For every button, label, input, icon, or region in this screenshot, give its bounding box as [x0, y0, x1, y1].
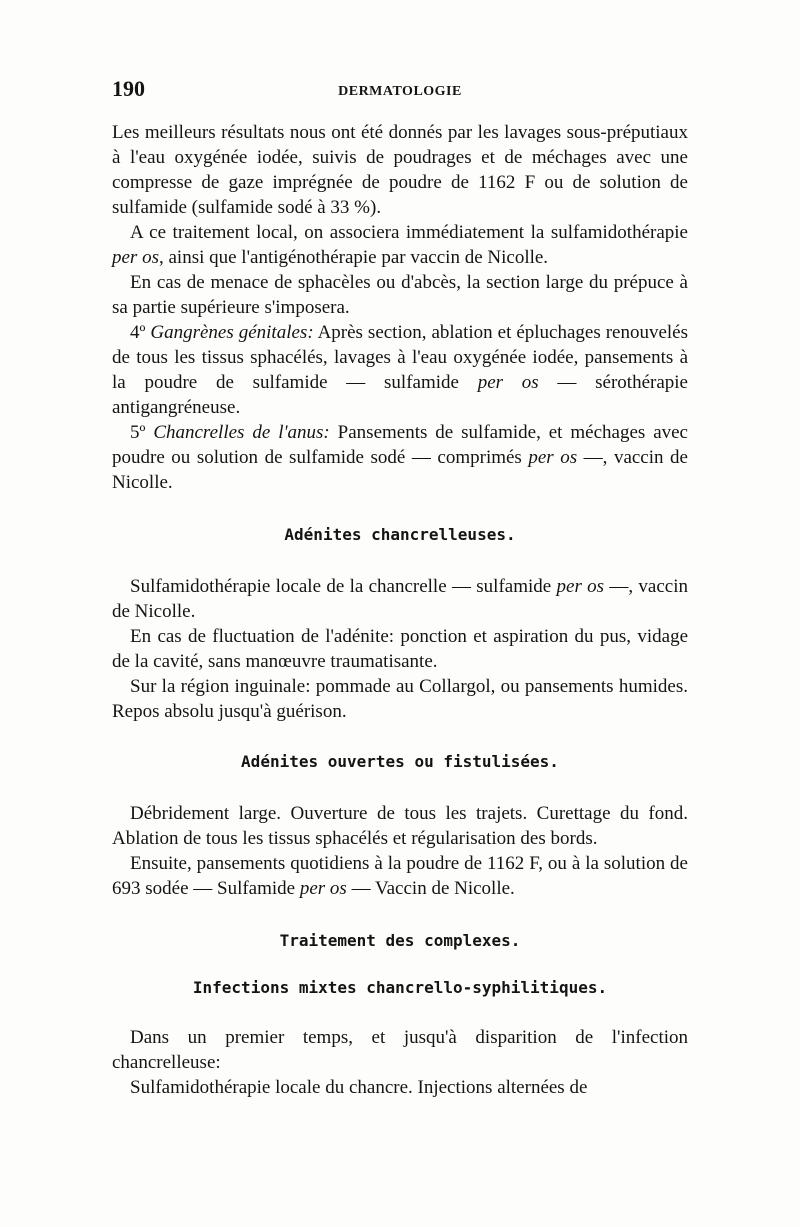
paragraph	[112, 120, 688, 220]
paragraph	[112, 574, 688, 624]
page-body	[112, 120, 688, 1100]
spacer	[112, 901, 688, 931]
text-run: — sérothérapie antigangréneuse.	[112, 372, 688, 418]
section-heading: Adénites ouvertes ou fistulisées.	[241, 752, 559, 771]
spacer	[112, 950, 688, 978]
spacer	[112, 724, 688, 752]
page-header	[112, 76, 688, 106]
text-run: Après section, ablation et épluchages renouvelés de tous les tissus sphacélés, lavages à l'eau oxygénée iodée, pansements à la poudre de sulfamide — sulfamide	[112, 322, 688, 393]
spacer	[112, 771, 688, 801]
spacer	[112, 495, 688, 525]
paragraph	[112, 320, 688, 420]
section-heading: Infections mixtes chancrello-syphilitiques.	[192, 978, 608, 997]
text-run: , ainsi que l'antigénothérapie par vaccin de Nicolle.	[158, 247, 549, 268]
text-run: Dans un premier temps, et jusqu'à disparition de l'infection chancrelleuse:	[112, 1027, 688, 1073]
paragraph	[112, 270, 688, 320]
text-run: —, vaccin de Nicolle.	[112, 447, 688, 493]
paragraph	[112, 220, 688, 270]
text-run: En cas de menace de sphacèles ou d'abcès, la section large du prépuce à sa partie supérieure s'imposera.	[112, 272, 688, 318]
text-run: En cas de fluctuation de l'adénite: ponction et aspiration du pus, vidage de la cavité, sans manœuvre traumatisante.	[112, 626, 688, 672]
paragraph	[112, 851, 688, 901]
text-run: Les meilleurs résultats nous ont été donnés par les lavages sous-préputiaux à l'eau oxygénée iodée, suivis de poudrages et de méchages avec une compresse de gaze imprégnée de poudre de 1162 F ou de solution de sulfamide (sulfamide sodé à 33 %).	[112, 122, 688, 218]
italic-text: per os	[477, 372, 539, 393]
paragraph	[112, 1025, 688, 1075]
text-run: 4º	[130, 322, 151, 343]
section-heading: Adénites chancrelleuses.	[284, 525, 516, 544]
spacer	[112, 544, 688, 574]
paragraph	[112, 674, 688, 724]
text-run: Ensuite, pansements quotidiens à la poudre de 1162 F, ou à la solution de 693 sodée — Sulfamide	[112, 853, 688, 899]
paragraph	[112, 801, 688, 851]
text-run: Sulfamidothérapie locale du chancre. Injections alternées de	[130, 1077, 588, 1098]
running-head: DERMATOLOGIE	[338, 84, 462, 99]
italic-text: Chancrelles de l'anus:	[153, 422, 330, 443]
text-run: — Vaccin de Nicolle.	[346, 878, 515, 899]
italic-text: per os	[112, 247, 159, 268]
italic-text: per os	[528, 447, 578, 468]
page-number: 190	[112, 76, 145, 101]
text-run: —, vaccin de Nicolle.	[112, 576, 689, 622]
italic-text: per os	[299, 878, 347, 899]
text-run: Sur la région inguinale: pommade au Collargol, ou pansements humides. Repos absolu jusqu'à guérison.	[112, 676, 688, 722]
text-run: A ce traitement local, on associera immédiatement la sulfamidothérapie	[130, 222, 688, 243]
section-heading: Traitement des complexes.	[279, 931, 521, 950]
text-run: Débridement large. Ouverture de tous les trajets. Curettage du fond. Ablation de tous les tissus sphacélés et régularisation des bords.	[112, 803, 688, 849]
paragraph	[112, 420, 688, 495]
text-run: Pansements de sulfamide, et méchages avec poudre ou solution de sulfamide sodé — comprimés	[112, 422, 688, 468]
paragraph	[112, 624, 688, 674]
spacer	[112, 997, 688, 1025]
italic-text: per os	[556, 576, 605, 597]
text-run: Sulfamidothérapie locale de la chancrelle — sulfamide	[130, 576, 557, 597]
italic-text: Gangrènes génitales:	[150, 322, 314, 343]
paragraph	[112, 1075, 688, 1100]
text-run: 5º	[130, 422, 154, 443]
